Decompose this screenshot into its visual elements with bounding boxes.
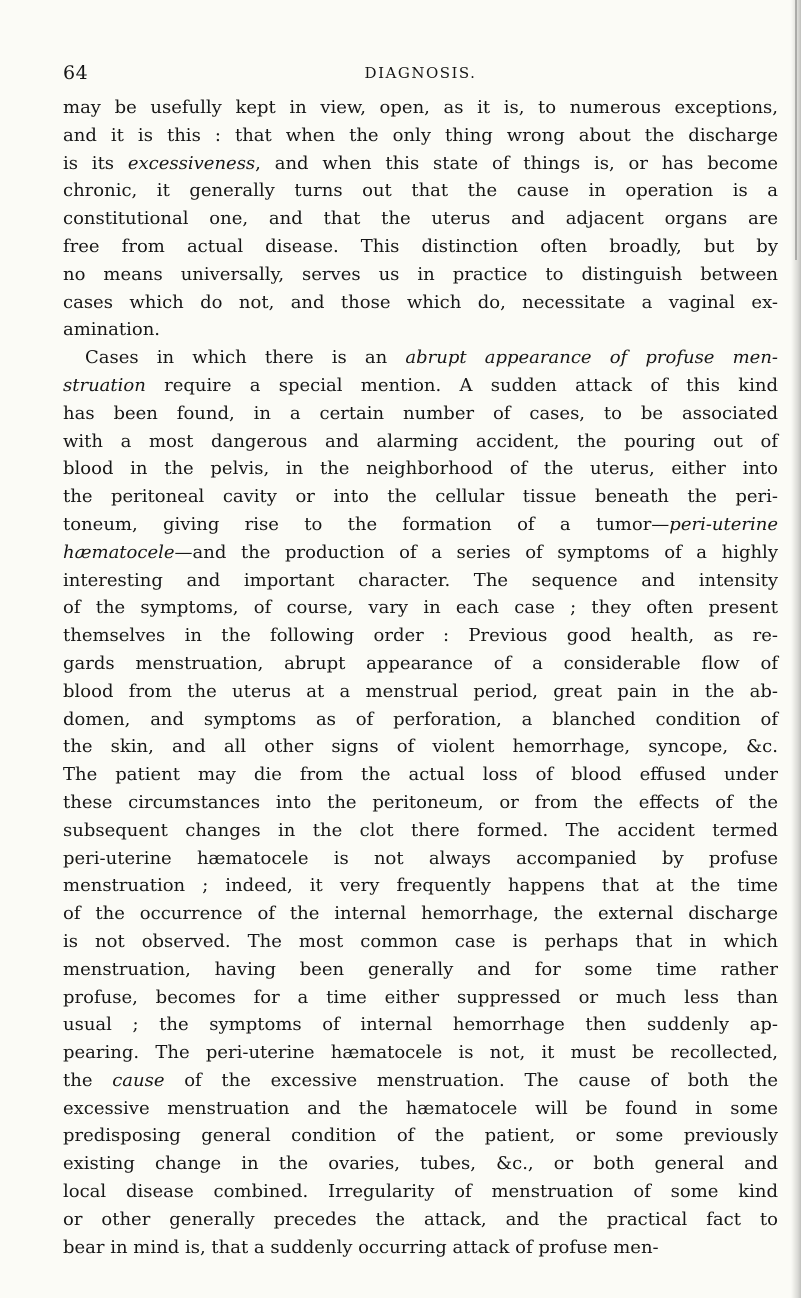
- page-content: [63, 62, 778, 1261]
- text-line: may be usefully kept in view, open, as it is, to numerous exceptions,: [63, 97, 778, 118]
- text-line: predisposing general condition of the patient, or some previously: [63, 1125, 778, 1147]
- text-line: bear in mind is, that a suddenly occurring attack of profuse men-: [63, 1236, 659, 1258]
- text-line: profuse, becomes for a time either suppressed or much less than: [63, 986, 778, 1008]
- text-line: with a most dangerous and alarming accident, the pouring out of: [63, 430, 778, 452]
- text-line: these circumstances into the peritoneum, or from the effects of the: [63, 791, 778, 813]
- text-line: chronic, it generally turns out that the cause in operation is a: [63, 180, 778, 202]
- text-line: has been found, in a certain number of cases, to be associated: [63, 402, 778, 424]
- text-line: no means universally, serves us in practice to distinguish between: [63, 263, 778, 285]
- text-segment: toneum, giving rise to the formation of a tumor—: [63, 513, 670, 535]
- text-segment: is its: [63, 152, 128, 174]
- text-line: themselves in the following order : Previous good health, as re-: [63, 625, 778, 647]
- text-line: [63, 150, 778, 178]
- text-line: amination.: [63, 319, 161, 341]
- text-line: blood from the uterus at a menstrual period, great pain in the ab-: [63, 680, 778, 702]
- text-segment: —and the production of a series of symptoms of a highly: [174, 541, 778, 563]
- text-line: and it is this : that when the only thing wrong about the discharge: [63, 124, 778, 146]
- text-line: [63, 372, 778, 400]
- text-line: gards menstruation, abrupt appearance of a considerable flow of: [63, 652, 778, 674]
- paragraph-1: [63, 94, 778, 344]
- text-line: menstruation, having been generally and for some time rather: [63, 958, 778, 980]
- text-line: peri-uterine hæmatocele is not always accompanied by profuse: [63, 847, 778, 869]
- text-line: blood in the pelvis, in the neighborhood of the uterus, either into: [63, 458, 778, 480]
- text-line: is not observed. The most common case is perhaps that in which: [63, 930, 778, 952]
- body-text: [63, 94, 778, 1261]
- italic-text: cause: [112, 1069, 165, 1091]
- text-line: excessive menstruation and the hæmatocele will be found in some: [63, 1097, 778, 1119]
- text-line: the skin, and all other signs of violent hemorrhage, syncope, &c.: [63, 736, 778, 758]
- text-line: existing change in the ovaries, tubes, &c., or both general and: [63, 1153, 778, 1175]
- text-line: cases which do not, and those which do, necessitate a vaginal ex-: [63, 291, 778, 313]
- italic-text: excessiveness: [127, 152, 256, 174]
- italic-text: abrupt appearance of profuse men-: [405, 347, 779, 369]
- text-segment: require a special mention. A sudden attack of this kind: [145, 374, 778, 396]
- text-line: [63, 1067, 778, 1095]
- text-line: interesting and important character. The sequence and intensity: [63, 569, 778, 591]
- italic-text: struation: [63, 374, 146, 396]
- page-edge-line: [795, 0, 797, 260]
- text-line: [63, 539, 778, 567]
- text-line: constitutional one, and that the uterus and adjacent organs are: [63, 208, 778, 230]
- italic-text: hæmatocele: [63, 541, 175, 563]
- text-line: The patient may die from the actual loss of blood effused under: [63, 764, 778, 786]
- text-line: usual ; the symptoms of internal hemorrhage then suddenly ap-: [63, 1014, 778, 1036]
- page-number: 64: [63, 62, 89, 84]
- text-segment: the: [63, 1069, 113, 1091]
- text-line: of the symptoms, of course, vary in each case ; they often present: [63, 597, 778, 619]
- italic-text: peri-uterine: [669, 513, 778, 535]
- running-title: DIAGNOSIS.: [364, 64, 477, 82]
- text-line: [63, 511, 778, 539]
- text-line: subsequent changes in the clot there formed. The accident termed: [63, 819, 778, 841]
- text-line: pearing. The peri-uterine hæmatocele is not, it must be recollected,: [63, 1042, 778, 1064]
- text-segment: of the excessive menstruation. The cause of both the: [164, 1069, 778, 1091]
- text-line: menstruation ; indeed, it very frequently happens that at the time: [63, 875, 778, 897]
- paragraph-2: [63, 344, 778, 1261]
- text-segment: Cases in which there is an: [85, 347, 406, 369]
- text-line: [63, 344, 778, 372]
- text-segment: , and when this state of things is, or has become: [255, 152, 779, 174]
- page-header: [63, 62, 778, 92]
- text-line: the peritoneal cavity or into the cellular tissue beneath the peri-: [63, 486, 778, 508]
- text-line: local disease combined. Irregularity of menstruation of some kind: [63, 1181, 778, 1203]
- text-line: domen, and symptoms as of perforation, a blanched condition of: [63, 708, 778, 730]
- text-line: or other generally precedes the attack, and the practical fact to: [63, 1208, 778, 1230]
- text-line: of the occurrence of the internal hemorrhage, the external discharge: [63, 903, 778, 925]
- text-line: free from actual disease. This distinction often broadly, but by: [63, 235, 778, 257]
